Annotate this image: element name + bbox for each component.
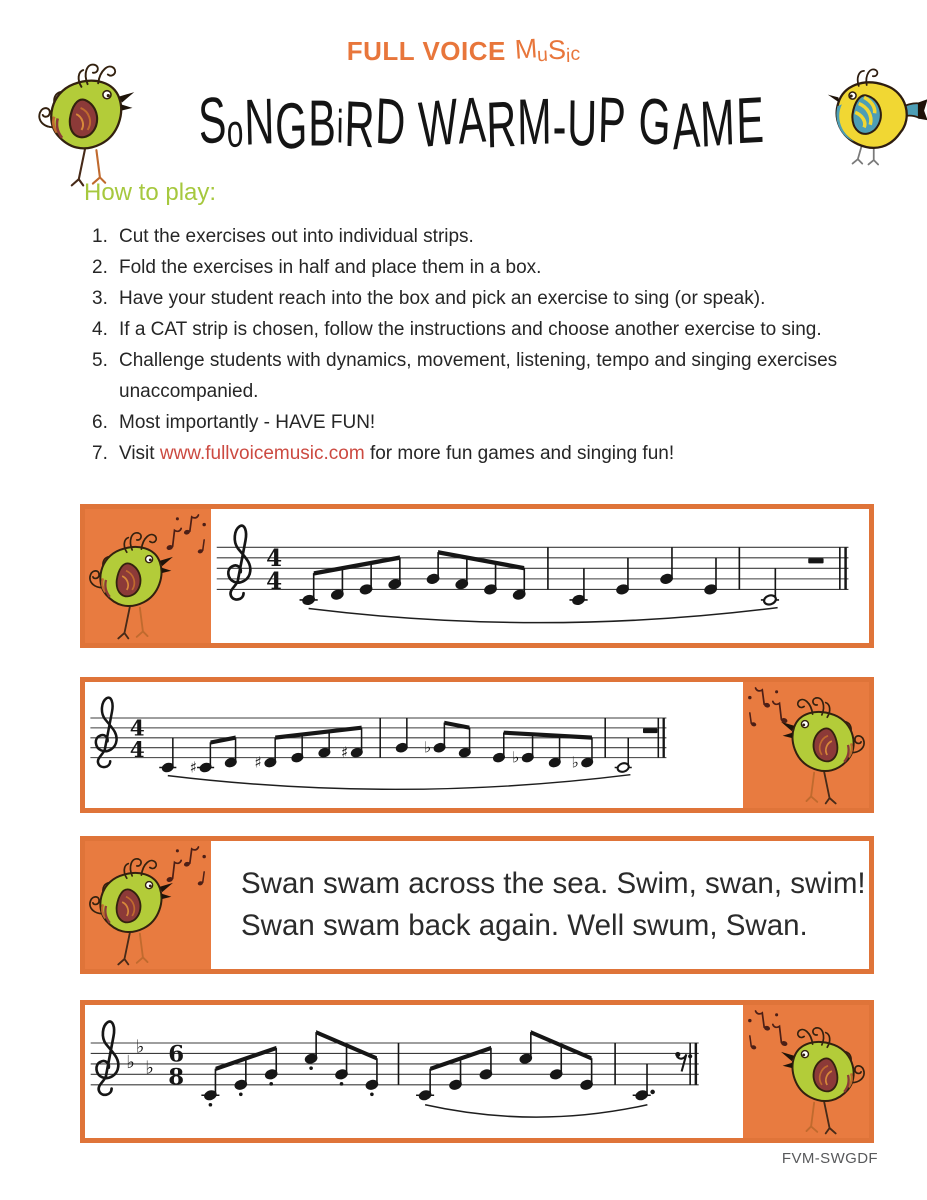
instruction-text: Cut the exercises out into individual strips. [119, 226, 474, 247]
instruction-number: 2. [92, 257, 108, 278]
instruction-item-5 [92, 345, 874, 407]
exercise-strip-2 [80, 677, 874, 813]
music-staff-exercise-2 [85, 682, 743, 808]
music-staff-exercise-1 [211, 509, 869, 643]
instruction-item-1 [92, 221, 874, 252]
svg-text:♭: ♭ [423, 738, 432, 757]
svg-text:♭: ♭ [571, 753, 579, 772]
floating-notes-icon [164, 512, 208, 562]
title-row [28, 58, 899, 186]
instruction-text: Challenge students with dynamics, movement, listening, tempo and singing exercises unaccompanied. [119, 350, 838, 402]
fullvoicemusic-link[interactable]: www.fullvoicemusic.com [159, 443, 365, 464]
document-code: FVM-SWGDF [781, 1150, 878, 1167]
svg-text:4: 4 [129, 738, 145, 764]
svg-text:6: 6 [168, 1041, 185, 1068]
instruction-number: 1. [92, 226, 108, 247]
strip-4-bird-block [743, 1005, 869, 1138]
instructions-list [92, 221, 874, 469]
yellow-songbird-illustration [807, 62, 927, 168]
instruction-number: 7. [92, 443, 108, 464]
music-staff-exercise-4 [85, 1005, 743, 1138]
instruction-item-2 [92, 252, 874, 283]
svg-text:♭: ♭ [145, 1057, 154, 1079]
green-songbird-illustration [28, 56, 156, 188]
svg-text:♯: ♯ [340, 743, 349, 762]
instruction-number: 4. [92, 319, 108, 340]
instruction-item-6 [92, 407, 874, 438]
exercise-strip-4 [80, 1000, 874, 1143]
tongue-twister-lyrics [211, 841, 869, 969]
instruction-number: 6. [92, 412, 108, 433]
instruction-item-3 [92, 283, 874, 314]
floating-notes-icon [746, 1008, 790, 1058]
instruction-text: Fold the exercises in half and place them in a box. [119, 257, 542, 278]
instruction-text: Have your student reach into the box and pick an exercise to sing (or speak). [119, 288, 766, 309]
instruction-text: Most importantly - HAVE FUN! [119, 412, 376, 433]
lyric-line-1: Swan swam across the sea. Swim, swan, swim! [241, 866, 866, 900]
brand-fullvoice-text: FULL VOICE [346, 36, 506, 66]
floating-notes-icon [164, 844, 208, 894]
floating-notes-icon [746, 685, 790, 735]
svg-text:8: 8 [168, 1064, 185, 1091]
page-title: SoNGBiRD WARM-UP GAME [196, 81, 766, 163]
instruction-text: If a CAT strip is chosen, follow the instructions and choose another exercise to sing. [119, 319, 822, 340]
exercise-strip-1 [80, 504, 874, 648]
svg-text:♭: ♭ [126, 1052, 135, 1074]
svg-text:♭: ♭ [512, 748, 520, 767]
instruction-item-4 [92, 314, 874, 345]
instruction-number: 3. [92, 288, 108, 309]
instruction-item-7 [92, 438, 874, 469]
instruction-number: 5. [92, 350, 108, 371]
svg-text:♯: ♯ [254, 753, 262, 772]
strip-2-bird-block [743, 682, 869, 808]
svg-text:♯: ♯ [189, 758, 198, 777]
svg-text:4: 4 [266, 544, 283, 572]
brand-music-text: MuSic [513, 33, 581, 68]
svg-text:4: 4 [266, 567, 283, 595]
how-to-play-heading: How to play: [84, 179, 217, 206]
instruction-text: Visit www.fullvoicemusic.com for more fun games and singing fun! [119, 443, 675, 464]
strip-1-bird-block [85, 509, 211, 643]
exercise-strip-3 [80, 836, 874, 974]
strip-3-bird-block [85, 841, 211, 969]
lyric-line-2: Swan swam back again. Well swum, Swan. [241, 909, 808, 942]
svg-text:4: 4 [129, 716, 145, 742]
svg-text:♭: ♭ [135, 1036, 145, 1058]
